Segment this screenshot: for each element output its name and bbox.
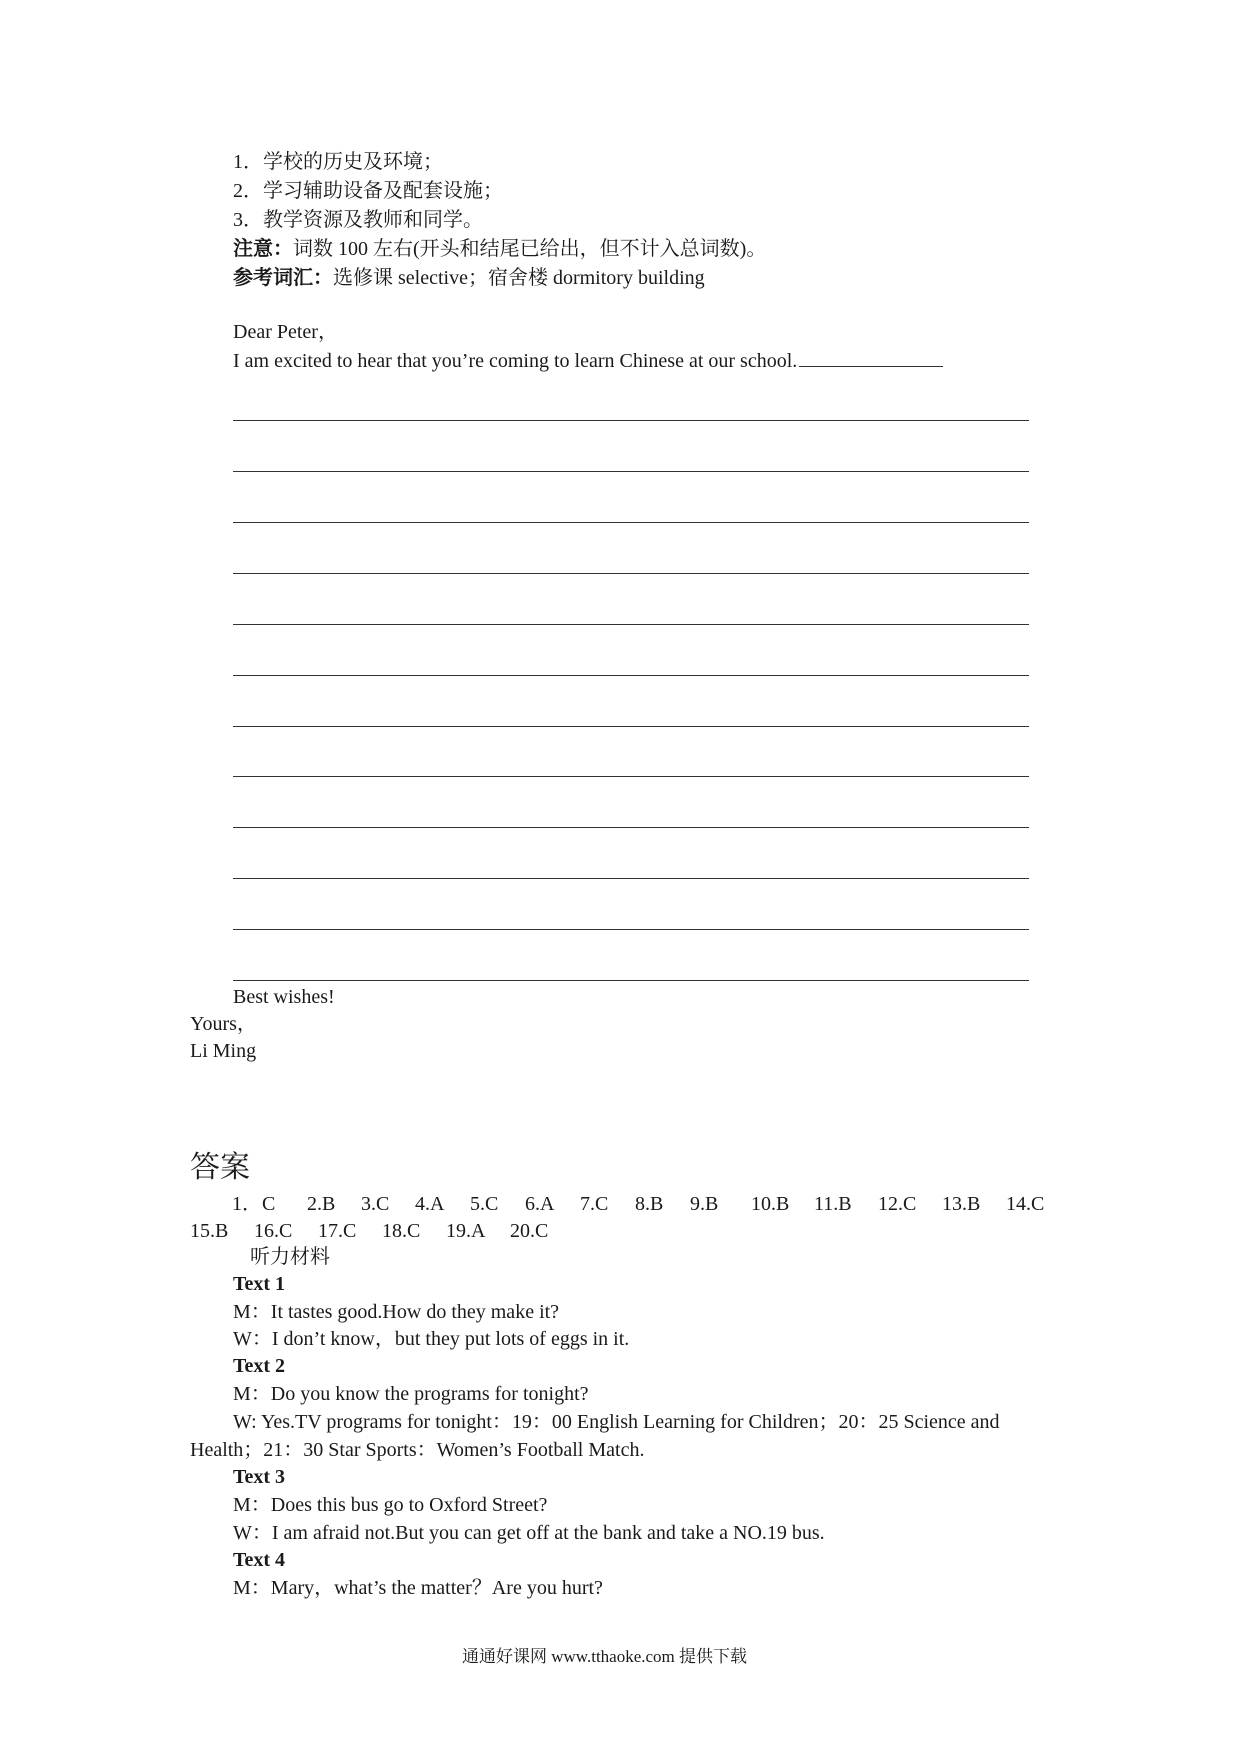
text4-title: Text 4 bbox=[233, 1549, 286, 1571]
answer-item: 6.A bbox=[525, 1193, 555, 1215]
answer-item: 17.C bbox=[318, 1220, 357, 1242]
transcript-heading: 听力材料 bbox=[250, 1246, 330, 1268]
text1-title: Text 1 bbox=[233, 1273, 286, 1295]
answer-item: 20.C bbox=[510, 1220, 549, 1242]
vocab-label: 参考词汇： bbox=[233, 267, 333, 289]
answer-item: 4.A bbox=[415, 1193, 445, 1215]
vocab-text: 选修课 selective；宿舍楼 dormitory building bbox=[333, 267, 705, 289]
text3-woman-line: W：I am afraid not.But you can get off at the bank and take a NO.19 bus. bbox=[233, 1522, 825, 1544]
page-footer: 通通好课网 www.tthaoke.com 提供下载 bbox=[462, 1647, 748, 1666]
outline-item-3: 3．教学资源及教师和同学。 bbox=[233, 209, 483, 231]
answer-item: 16.C bbox=[254, 1220, 293, 1242]
answers-heading: 答案 bbox=[190, 1150, 250, 1185]
letter-signature: Li Ming bbox=[190, 1040, 257, 1062]
writing-line bbox=[233, 878, 1029, 879]
reference-vocabulary bbox=[233, 266, 705, 290]
letter-opening-text: I am excited to hear that you’re coming to learn Chinese at our school. bbox=[233, 350, 798, 372]
answer-item: 5.C bbox=[470, 1193, 499, 1215]
note-label: 注意： bbox=[233, 238, 293, 260]
answer-item: 10.B bbox=[751, 1193, 790, 1215]
writing-line bbox=[233, 522, 1029, 523]
text2-woman-line-2: Health；21：30 Star Sports：Women’s Football Match. bbox=[190, 1439, 645, 1461]
outline-item-2: 2．学习辅助设备及配套设施； bbox=[233, 180, 503, 202]
writing-line bbox=[233, 420, 1029, 421]
text3-title: Text 3 bbox=[233, 1466, 286, 1488]
writing-line bbox=[233, 726, 1029, 727]
text1-man-line: M：It tastes good.How do they make it? bbox=[233, 1301, 560, 1323]
answer-item: 12.C bbox=[878, 1193, 917, 1215]
note-text: 词数 100 左右(开头和结尾已给出，但不计入总词数)。 bbox=[293, 238, 767, 260]
answer-item: 19.A bbox=[446, 1220, 486, 1242]
text2-title: Text 2 bbox=[233, 1355, 286, 1377]
answer-item: 1．C bbox=[232, 1193, 276, 1215]
writing-line bbox=[233, 980, 1029, 981]
answer-item: 7.C bbox=[580, 1193, 609, 1215]
text2-man-line: M：Do you know the programs for tonight? bbox=[233, 1383, 589, 1405]
writing-line bbox=[233, 827, 1029, 828]
writing-line bbox=[233, 675, 1029, 676]
letter-opening bbox=[233, 348, 943, 373]
answer-item: 13.B bbox=[942, 1193, 981, 1215]
writing-line bbox=[233, 624, 1029, 625]
answer-item: 15.B bbox=[190, 1220, 229, 1242]
answer-item: 8.B bbox=[635, 1193, 664, 1215]
writing-line bbox=[233, 929, 1029, 930]
text3-man-line: M：Does this bus go to Oxford Street? bbox=[233, 1494, 548, 1516]
text1-woman-line: W：I don’t know，but they put lots of eggs in it. bbox=[233, 1328, 630, 1350]
word-count-note bbox=[233, 237, 766, 261]
letter-closing: Best wishes! bbox=[233, 986, 335, 1008]
letter-sign-off: Yours， bbox=[190, 1013, 257, 1035]
answer-item: 14.C bbox=[1006, 1193, 1045, 1215]
writing-line bbox=[233, 471, 1029, 472]
answer-item: 9.B bbox=[690, 1193, 719, 1215]
outline-item-1: 1．学校的历史及环境； bbox=[233, 151, 443, 173]
answer-item: 11.B bbox=[814, 1193, 852, 1215]
writing-line bbox=[233, 776, 1029, 777]
answer-item: 18.C bbox=[382, 1220, 421, 1242]
first-line-blank bbox=[799, 348, 943, 367]
writing-line bbox=[233, 573, 1029, 574]
answer-item: 3.C bbox=[361, 1193, 390, 1215]
answer-item: 2.B bbox=[307, 1193, 336, 1215]
text2-woman-line-1: W: Yes.TV programs for tonight：19：00 English Learning for Children；20：25 Science and bbox=[233, 1411, 1000, 1433]
letter-greeting: Dear Peter， bbox=[233, 321, 338, 343]
text4-man-line: M：Mary，what’s the matter？Are you hurt? bbox=[233, 1577, 603, 1599]
